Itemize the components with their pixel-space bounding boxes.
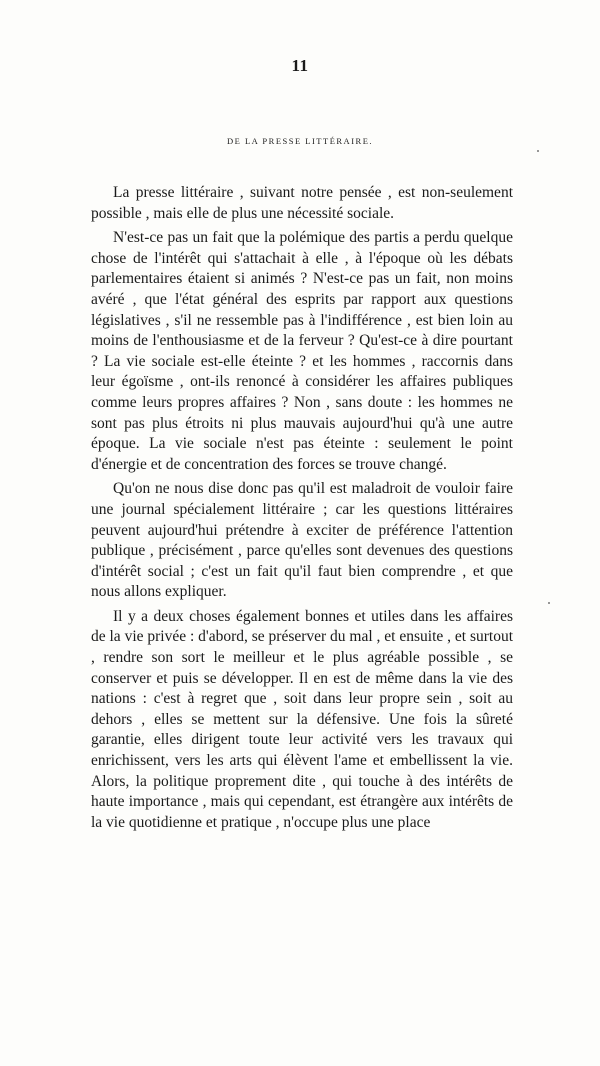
paragraph: Qu'on ne nous dise donc pas qu'il est maladroit de vouloir faire une journal spécialement littéraire ; car les questions littéraires peuvent aujourd'hui prétendre à exciter de préférence l'attention publique , précisément , parce qu'elles sont devenues des questions d'intérêt social ; c'est un fait qu'il faut bien comprendre , et que nous allons expliquer. — [91, 480, 513, 601]
running-head: DE LA PRESSE LITTÉRAIRE. — [226, 136, 374, 146]
paper-speck — [548, 602, 550, 604]
paragraph: La presse littéraire , suivant notre pensée , est non-seulement possible , mais elle de plus une nécessité sociale. — [91, 184, 513, 222]
page-number: 11 — [291, 56, 309, 75]
paragraph: Il y a deux choses également bonnes et utiles dans les affaires de la vie privée : d'abord, se préserver du mal , et ensuite , et surtout , rendre son sort le meilleur et le plus agréable possible , se conserver et puis se développer. Il en est de même dans la vie des nations : c'est à regret que , soit dans leur propre sein , soit au dehors , elles se mettent sur la défensive. Une fois la sûreté garantie, elles dirigent toute leur activité vers les travaux qui enrichissent, vers les arts qui élèvent l'ame et embellissent la vie. Alors, la politique proprement dite , qui touche à des intérêts de haute importance , mais qui cependant, est étrangère aux intérêts de la vie quotidienne et pratique , n'occupe plus une place — [91, 607, 514, 831]
paragraph: N'est-ce pas un fait que la polémique des partis a perdu quelque chose de l'intérêt qui s'attachait à elle , à l'époque où les débats parlementaires étaient si animés ? N'est-ce pas un fait, non moins avéré , que l'état général des esprits par rapport aux questions législatives , s'il ne ressemble pas à l'indifférence , est bien loin au moins de l'enthousiasme et de la ferveur ? Qu'est-ce à dire pourtant ? La vie sociale est-elle éteinte ? et les hommes , raccornis dans leur égoïsme , ont-ils renoncé à considérer les affaires publiques comme leurs propres affaires ? Non , sans doute : les hommes ne sont pas plus étroits ni plus mauvais aujourd'hui qu'à une autre époque. La vie sociale n'est pas éteinte : seulement le point d'énergie et de concentration des forces se trouve changé. — [91, 229, 513, 473]
paper-speck — [537, 150, 539, 152]
body-text — [91, 183, 513, 837]
